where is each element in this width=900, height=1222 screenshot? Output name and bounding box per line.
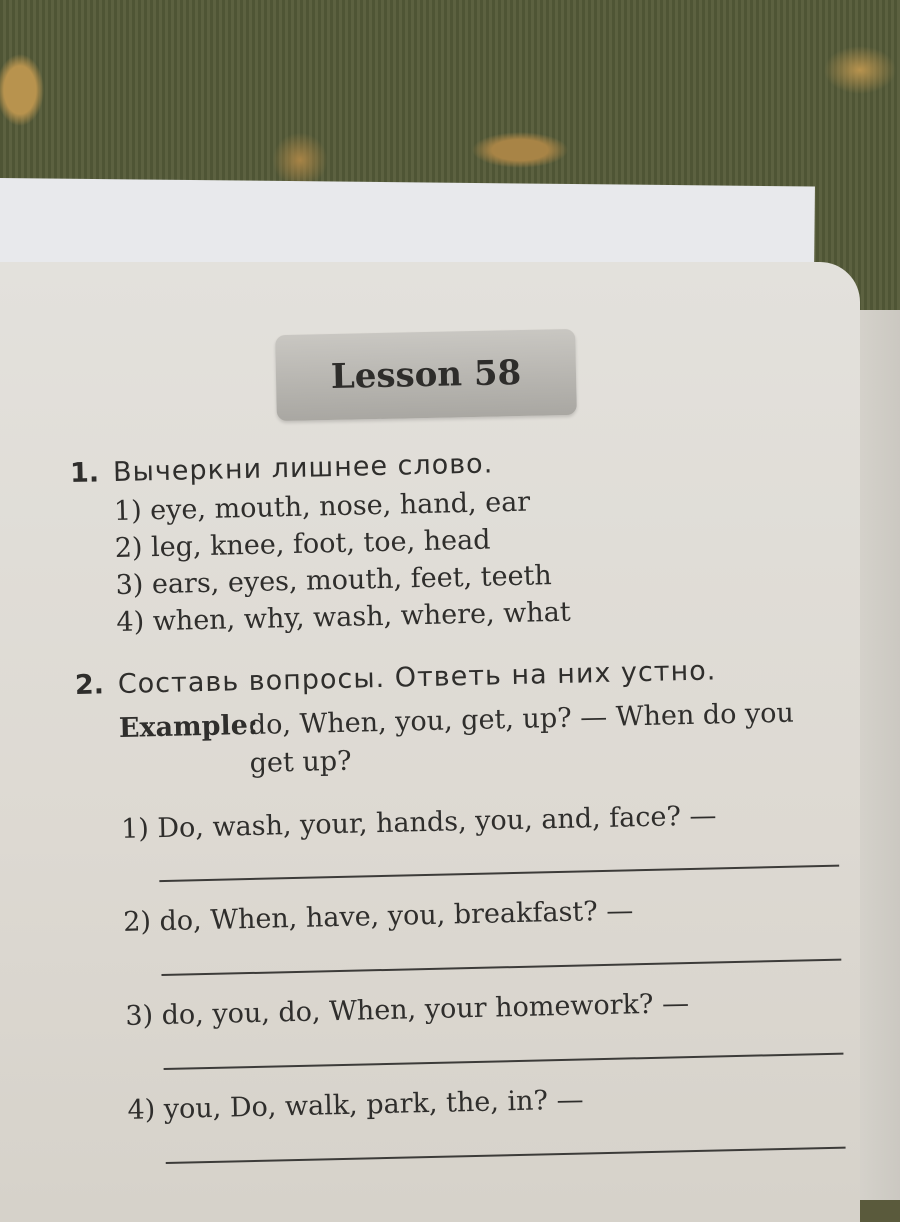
lesson-title: Lesson 58 [330, 353, 522, 397]
answer-line [164, 1053, 844, 1070]
answer-line [159, 865, 839, 882]
exercise-1-item: 2) leg, knee, foot, toe, head [114, 524, 491, 564]
exercise-1-item: 1) eye, mouth, nose, hand, ear [113, 486, 531, 528]
exercise-2-instruction: Составь вопросы. Ответь на них устно. [117, 655, 717, 700]
exercise-1-item: 3) ears, eyes, mouth, feet, teeth [115, 560, 553, 601]
exercise-2-item: 2) do, When, have, you, breakfast? — [122, 895, 634, 938]
example-text: do, When, you, get, up? — When do you [248, 697, 795, 742]
exercise-1-item: 4) when, why, wash, where, what [116, 596, 571, 638]
answer-line [166, 1147, 846, 1164]
example-text-continued: get up? [249, 745, 352, 779]
exercise-1-number: 1. [69, 457, 100, 489]
exercise-2-item: 3) do, you, do, When, your homework? — [125, 988, 690, 1032]
answer-line [161, 959, 841, 976]
exercise-2-number: 2. [74, 669, 105, 701]
example-label: Example: [118, 709, 259, 744]
exercise-1-instruction: Вычеркни лишнее слово. [112, 448, 494, 489]
exercise-2-item: 1) Do, wash, your, hands, you, and, face? — [120, 800, 717, 845]
exercise-2-item: 4) you, Do, walk, park, the, in? — [127, 1084, 584, 1126]
